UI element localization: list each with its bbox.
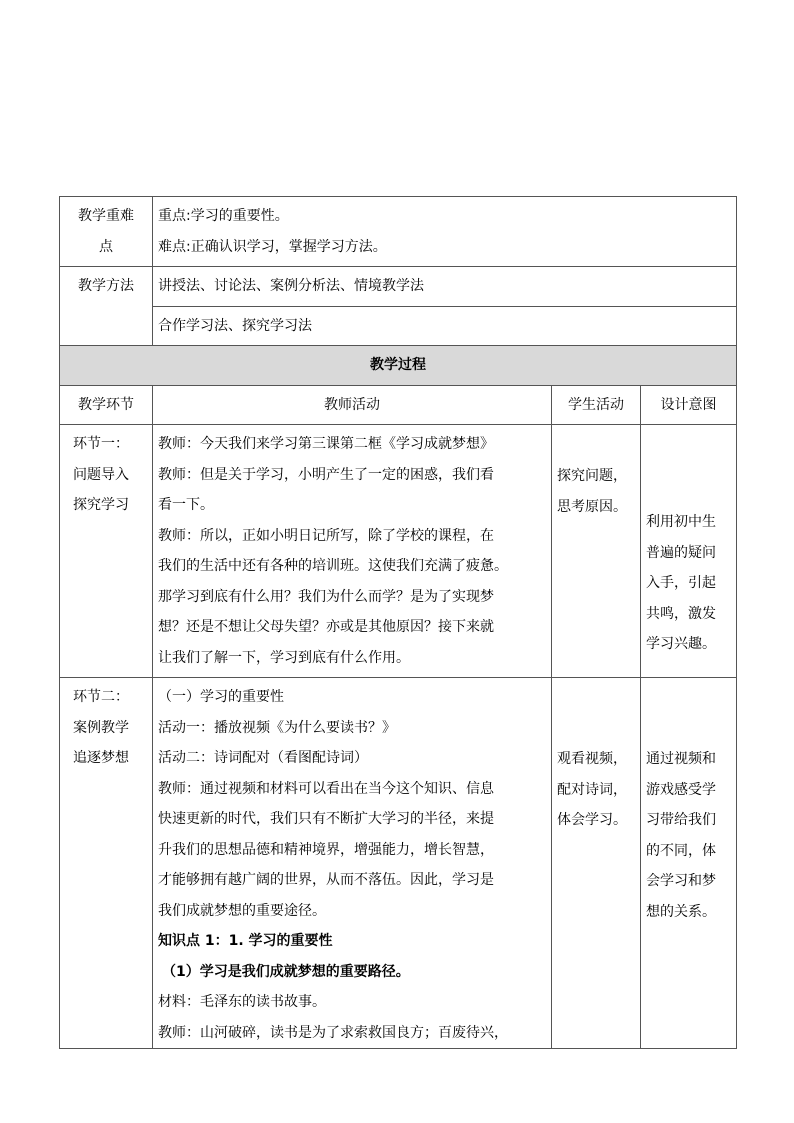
methods-label: 教学方法 bbox=[60, 267, 153, 346]
methods-content-1: 讲授法、讨论法、案例分析法、情境教学法 bbox=[153, 267, 737, 307]
header-teacher: 教师活动 bbox=[153, 385, 552, 425]
header-student: 学生活动 bbox=[552, 385, 641, 425]
knowledge-point-heading: 知识点 1：1. 学习的重要性 bbox=[158, 933, 333, 949]
lesson-plan-table bbox=[59, 196, 737, 1049]
key-difficult-content: 重点:学习的重要性。 难点:正确认识学习，掌握学习方法。 bbox=[153, 197, 737, 267]
stage-2-cell: 环节二： 案例教学 追逐梦想 bbox=[60, 678, 153, 1049]
header-intent: 设计意图 bbox=[641, 385, 737, 425]
stage-2-student: 观看视频， 配对诗词， 体会学习。 bbox=[552, 678, 641, 1049]
stage-1-intent: 利用初中生 普遍的疑问 入手，引起 共鸣，激发 学习兴趣。 bbox=[641, 425, 737, 678]
stage-1-student: 探究问题， 思考原因。 bbox=[552, 425, 641, 678]
section-row bbox=[60, 346, 737, 386]
methods-content-2: 合作学习法、探究学习法 bbox=[153, 306, 737, 346]
stage-row-1 bbox=[60, 425, 737, 678]
stage-2-teacher: （一）学习的重要性 活动一：播放视频《为什么要读书？》 活动二：诗词配对（看图配诗词） 教师：通过视频和材料可以看出在当今这个知识、信息 快速更新的时代，我们只有不断扩大学习的半径，来提 升我们的思想品德和精神境界，增强能力，增长智慧， 才能够拥有越广阔的世界，从而不落伍。因此，学习是 我们成就梦想的重要途径。 知识点 1：1. 学习的重要性 （1）学习是我们成就梦想的重要路径。 材料：毛泽东的读书故事。 教师：山河破碎，读书是为了求索救国良方；百废待兴， bbox=[153, 678, 552, 1049]
stage-2-intent: 通过视频和 游戏感受学 习带给我们 的不同，体 会学习和梦 想的关系。 bbox=[641, 678, 737, 1049]
knowledge-point-sub: （1）学习是我们成就梦想的重要路径。 bbox=[162, 963, 410, 980]
methods-row-1 bbox=[60, 267, 737, 307]
key-difficult-row bbox=[60, 197, 737, 267]
header-stage: 教学环节 bbox=[60, 385, 153, 425]
stage-1-teacher: 教师：今天我们来学习第三课第二框《学习成就梦想》 教师：但是关于学习，小明产生了一定的困惑，我们看 看一下。 教师：所以，正如小明日记所写，除了学校的课程，在 我们的生活中还有各种的培训班。这使我们充满了疲惫。 那学习到底有什么用？我们为什么而学？是为了实现梦 想？还是不想让父母失望？亦或是其他原因？接下来就 让我们了解一下，学习到底有什么作用。 bbox=[153, 425, 552, 678]
header-row bbox=[60, 385, 737, 425]
methods-row-2 bbox=[60, 306, 737, 346]
stage-1-cell: 环节一： 问题导入 探究学习 bbox=[60, 425, 153, 678]
key-difficult-label: 教学重难 点 bbox=[60, 197, 153, 267]
stage-row-2 bbox=[60, 678, 737, 1049]
section-title: 教学过程 bbox=[60, 346, 737, 386]
